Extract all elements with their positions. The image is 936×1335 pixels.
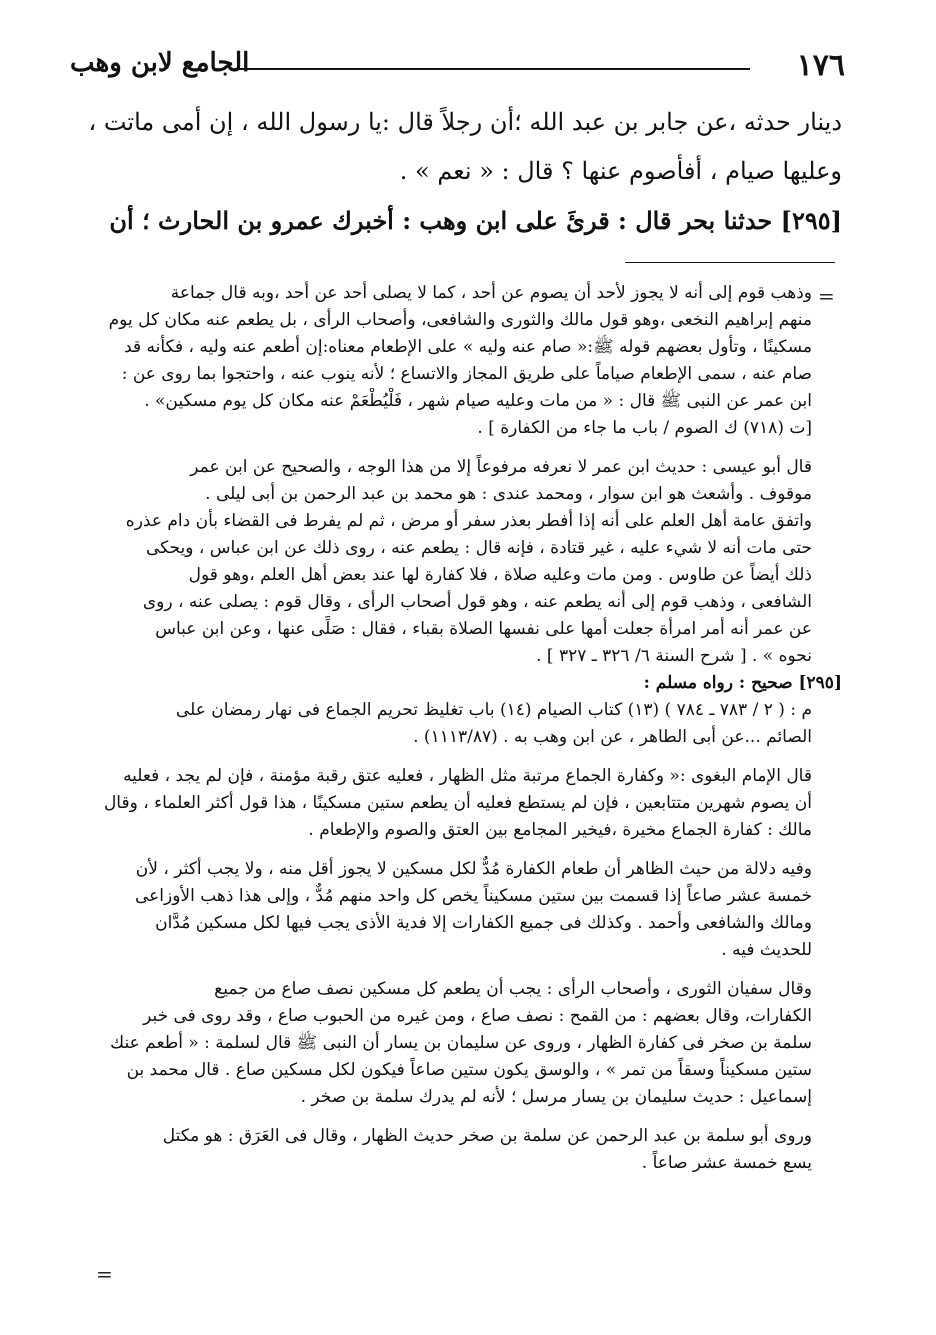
footnote-line: قال أبو عيسى : حديث ابن عمر لا نعرفه مرفوعاً إلا من هذا الوجه ، والصحيح عن ابن عمر (190, 457, 812, 477)
footnote-line: خمسة عشر صاعاً إذا قسمت بين ستين مسكيناً يخص كل واحد منهم مُدٌّ ، وإلى هذا ذهب الأوزاعى (134, 886, 812, 906)
footnote-line: م : ( ٢ / ٧٨٣ ـ ٧٨٤ ) (١٣) كتاب الصيام (١٤) باب تغليظ تحريم الجماع فى نهار رمضان على (175, 700, 812, 720)
footnote-line: سلمة بن صخر فى كفارة الظهار ، وروى عن سليمان بن يسار أن النبى ﷺ قال لسلمة : « أطعم عنك (110, 1033, 812, 1053)
footnote-line: إسماعيل : حديث سليمان بن يسار مرسل ؛ لأنه لم يدرك سلمة بن صخر . (300, 1087, 812, 1107)
header-rule (235, 68, 750, 70)
footnote-rule (625, 262, 835, 263)
footnote-line: وروى أبو سلمة بن عبد الرحمن عن سلمة بن صخر حديث الظهار ، وقال فى العَرَق : هو مكتل (162, 1126, 812, 1146)
footnote-line: واتفق عامة أهل العلم على أنه إذا أفطر بعذر سفر أو مرض ، ثم لم يفرط فى القضاء بأن دام عذره (125, 511, 812, 531)
book-title: الجامع لابن وهب (70, 48, 250, 78)
hadith-heading: [٢٩٥] حدثنا بحر قال : قرئَ على ابن وهب : أخبرك عمرو بن الحارث ؛ أن (109, 206, 842, 235)
footnote-line: وقال سفيان الثورى ، وأصحاب الرأى : يجب أن يطعم كل مسكين نصف صاع من جميع (214, 979, 812, 999)
footnote-line: ستين مسكيناً وسقاً من تمر » ، والوسق يكون ستين صاعاً فيكون لكل مسكين صاع . قال محمد بن (126, 1060, 812, 1080)
main-text-line: دينار حدثه ،عن جابر بن عبد الله ؛أن رجلاً قال :يا رسول الله ، إن أمى ماتت ، (88, 108, 842, 136)
footnote-line: يسع خمسة عشر صاعاً . (641, 1153, 812, 1173)
footnote-line: مالك : كفارة الجماع مخيرة ،فيخير المجامع بين العتق والصوم والإطعام . (308, 820, 812, 840)
footnote-line: حتى مات أنه لا شيء عليه ، غير قتادة ، فإنه قال : يطعم عنه ، روى ذلك عن ابن عباس ، ويحكى (145, 538, 812, 558)
footnote-line: موقوف . وأشعث هو ابن سوار ، ومحمد عندى : هو محمد بن عبد الرحمن بن أبى ليلى . (205, 484, 812, 504)
footnote-line: نحوه » . [ شرح السنة ٦/ ٣٢٦ ـ ٣٢٧ ] . (536, 646, 812, 666)
footnote-line: عن عمر أنه أمر امرأة جعلت أمها على نفسها الصلاة بقباء ، فقال : صَلِّى عنها ، وعن ابن عباس (155, 619, 812, 639)
footnote-line: قال الإمام البغوى :« وكفارة الجماع مرتبة مثل الظهار ، فعليه عتق رقبة مؤمنة ، فإن لم يجد ، فعليه (123, 766, 812, 786)
footnote-line: ابن عمر عن النبى ﷺ قال : « من مات وعليه صيام شهر ، فَلْيُطْعَمْ عنه مكان كل يوم مسكين» . (144, 391, 812, 411)
footnote-line: مسكينًا ، وتأول بعضهم قوله ﷺ:« صام عنه وليه » على الإطعام معناه:إن أطعم عنه وليه ، فكأنه قد (124, 337, 812, 357)
footnote-line: [ت (٧١٨) ك الصوم / باب ما جاء من الكفارة ] . (477, 418, 812, 438)
footnote-line: صام عنه ، سمى الإطعام صياماً على طريق المجاز والاتساع ؛ لأنه ينوب عنه ، واحتجوا بما روى عن : (121, 364, 812, 384)
footnotes (72, 280, 842, 1177)
footnote-line: أن يصوم شهرين متتابعين ، فإن لم يستطع فعليه أن يطعم ستين مسكينًا ، هذا قول أكثر العلماء ، وقال (103, 793, 812, 813)
footnote-line: ذلك أيضاً عن طاوس . ومن مات وعليه صلاة ، فلا كفارة لها عند بعض أهل العلم ،وهو قول (188, 565, 812, 585)
continuation-marker-top: = (818, 284, 835, 308)
page-number: ١٧٦ (796, 48, 845, 83)
footnote-line: الشافعى ، وذهب قوم إلى أنه يطعم عنه ، وهو قول أصحاب الرأى ، وقال قوم : يصلى عنه ، روى (142, 592, 812, 612)
grading-label: [٢٩٥] صحيح : رواه مسلم : (643, 673, 842, 693)
footnote-line: منهم إبراهيم النخعى ،وهو قول مالك والثورى والشافعى، وأصحاب الرأى ، بل يطعم عنه مكان كل يوم (108, 310, 812, 330)
footnote-line: للحديث فيه . (721, 940, 812, 960)
page-header (70, 40, 845, 90)
main-text-line: وعليها صيام ، أفأصوم عنها ؟ قال : « نعم » . (399, 157, 842, 185)
footnote-line: وفيه دلالة من حيث الظاهر أن طعام الكفارة مُدٌّ لكل مسكين لا يجوز أقل منه ، ولا يجب أكثر ، لأن (135, 859, 812, 879)
continuation-marker-bottom: = (96, 1262, 113, 1286)
footnote-line: الصائم ...عن أبى الطاهر ، عن ابن وهب به . (١١١٣/٨٧) . (413, 727, 812, 747)
footnote-line: الكفارات، وقال بعضهم : من القمح : نصف صاع ، ومن غيره من الحبوب صاع ، وقد روى فى خبر (143, 1006, 812, 1026)
footnote-line: ومالك والشافعى وأحمد . وكذلك فى جميع الكفارات إلا فدية الأذى يجب فيها لكل مسكين مُدَّان (155, 913, 812, 933)
main-text (72, 98, 842, 245)
footnote-line: وذهب قوم إلى أنه لا يجوز لأحد أن يصوم عن أحد ، كما لا يصلى أحد عن أحد ،وبه قال جماعة (170, 283, 812, 303)
